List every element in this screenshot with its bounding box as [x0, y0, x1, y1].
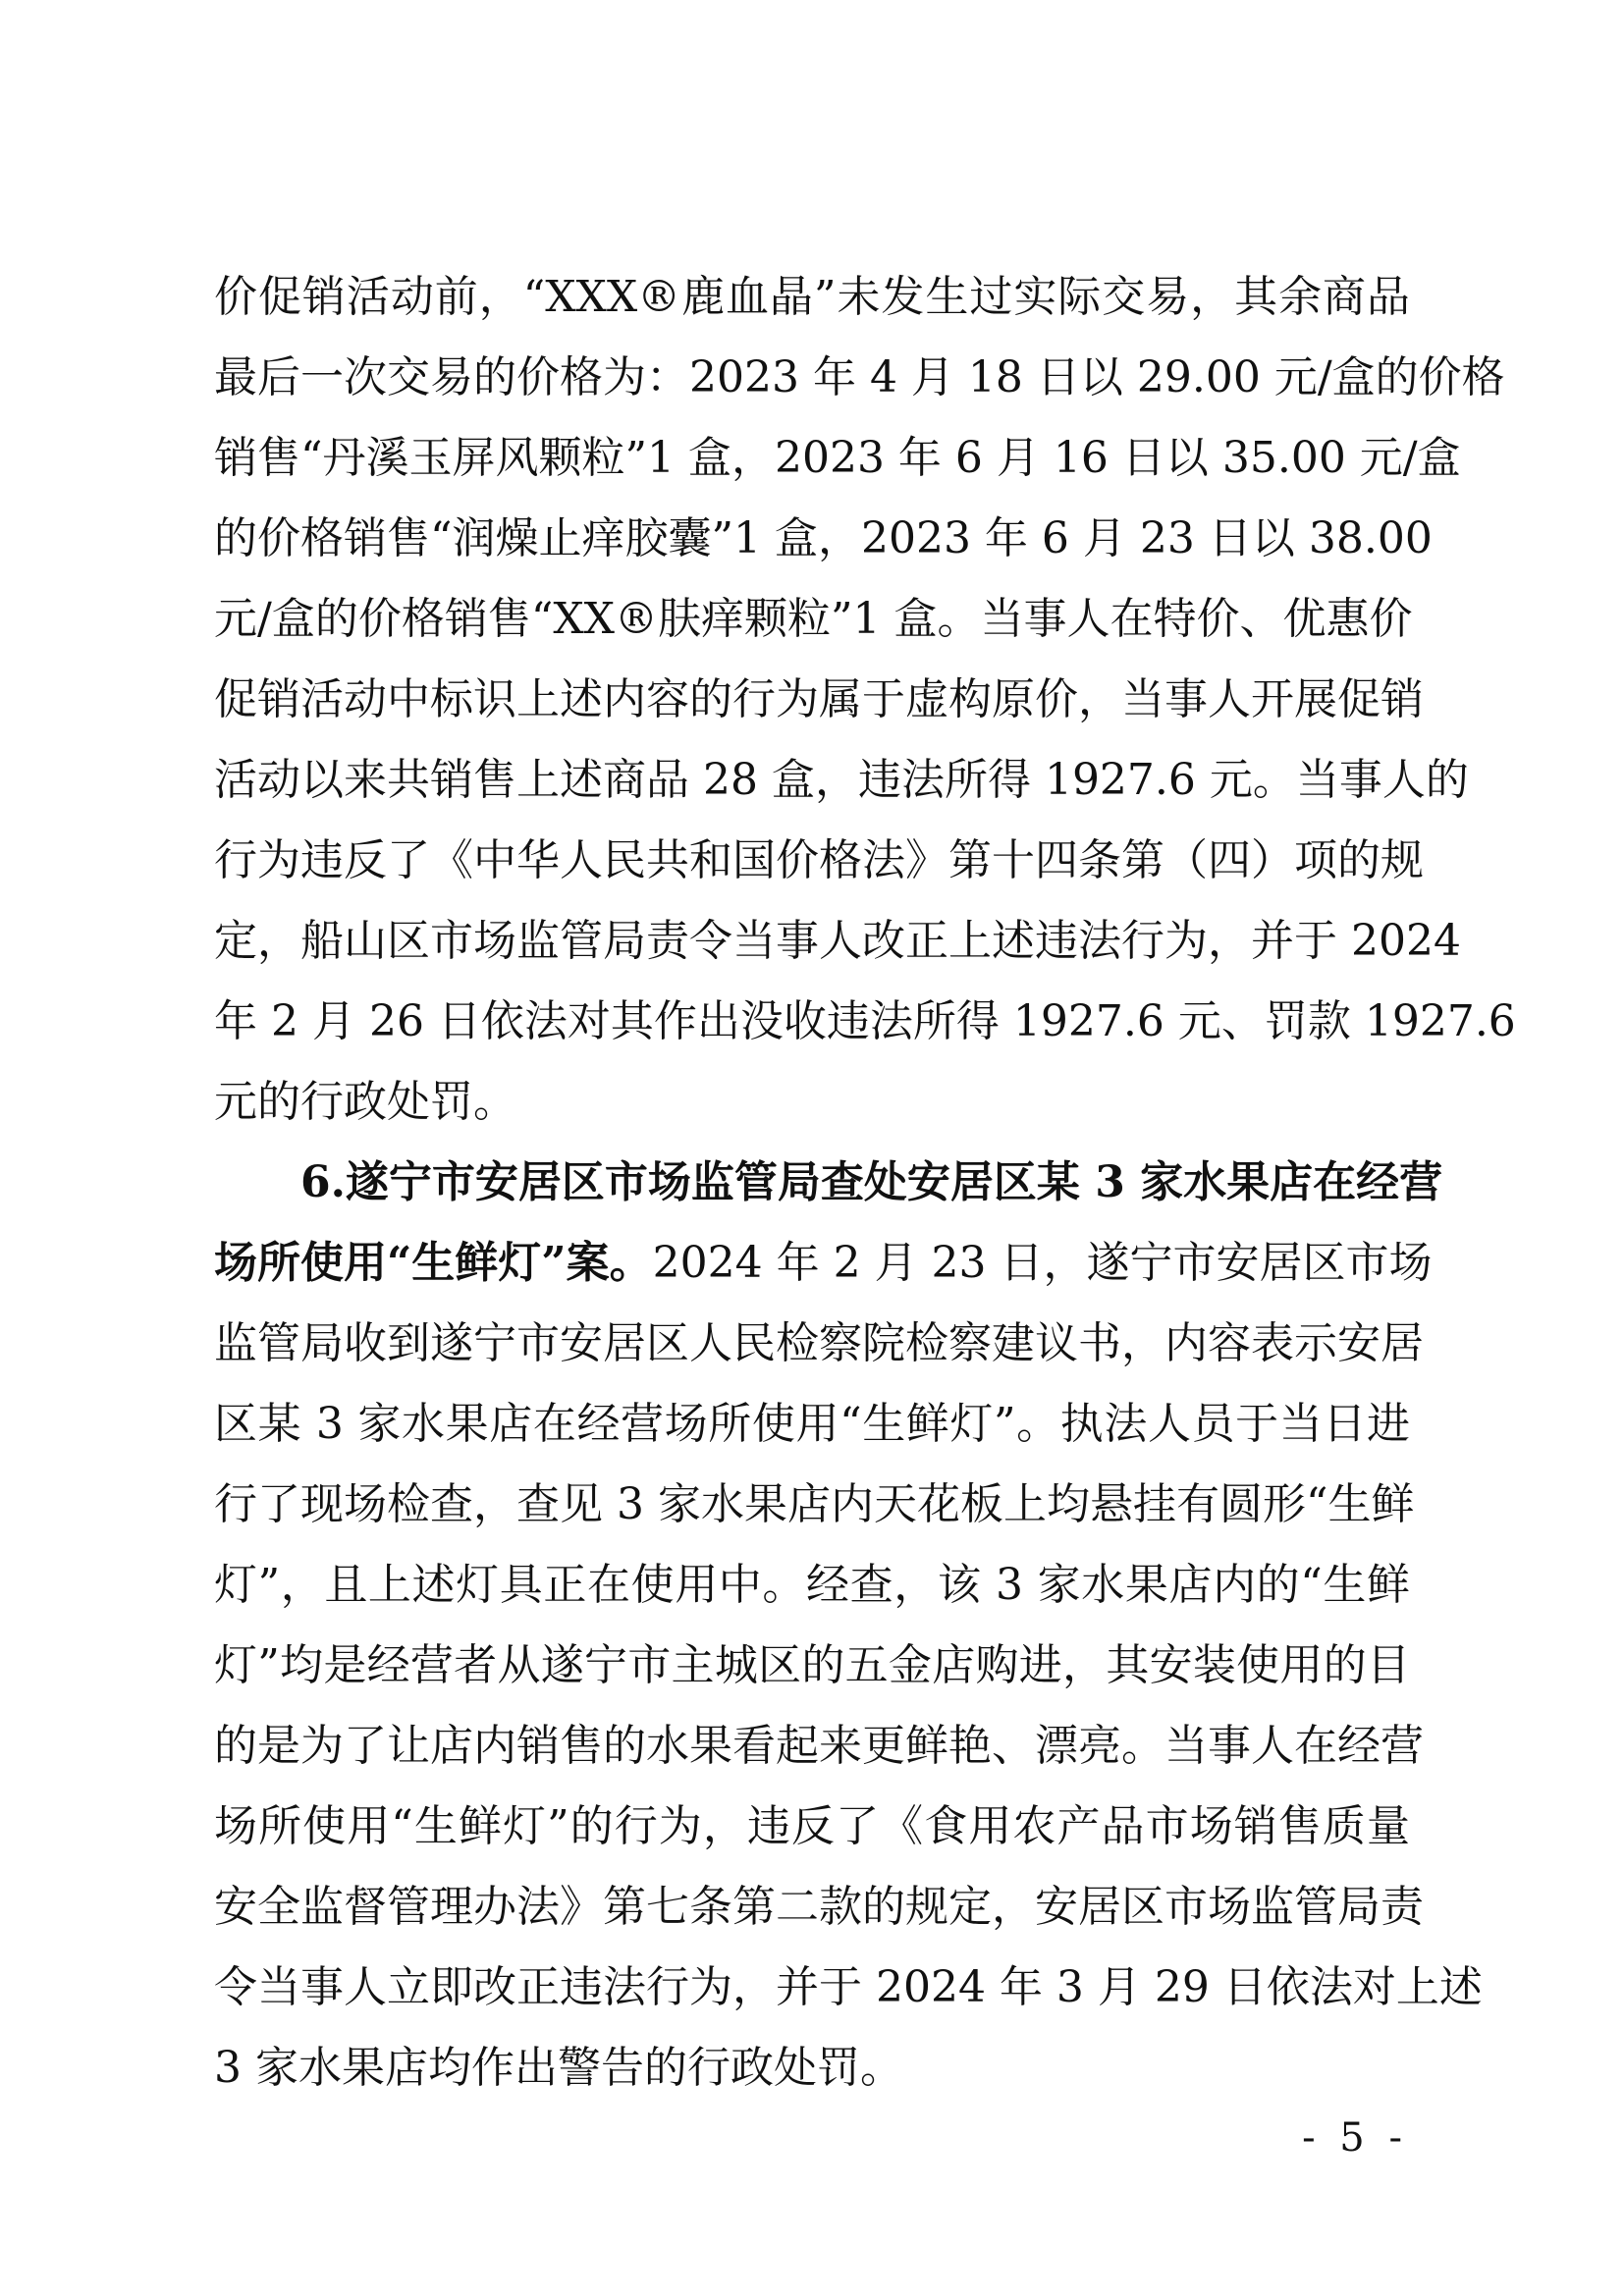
- paragraph-line: 令当事人立即改正违法行为，并于 2024 年 3 月 29 日依法对上述: [214, 1962, 1483, 2012]
- paragraph-line: 灯”均是经营者从遂宁市主城区的五金店购进，其安装使用的目: [214, 1640, 1410, 1690]
- paragraph-line: 元的行政处罚。: [214, 1077, 516, 1127]
- case-heading: 6.遂宁市安居区市场监管局查处安居区某 3 家水果店在经营: [300, 1157, 1443, 1207]
- paragraph-line: 的是为了让店内销售的水果看起来更鲜艳、漂亮。当事人在经营: [214, 1721, 1424, 1771]
- paragraph-line: [214, 1223, 1433, 1304]
- paragraph-line: 价促销活动前，“XXX®鹿血晶”未发生过实际交易，其余商品: [214, 272, 1410, 322]
- paragraph-line: 行为违反了《中华人民共和国价格法》第十四条第（四）项的规: [214, 835, 1424, 885]
- page-number: - 5 -: [1302, 2115, 1408, 2161]
- paragraph-line: 安全监督管理办法》第七条第二款的规定，安居区市场监管局责: [214, 1882, 1424, 1932]
- case-text-start: 2024 年 2 月 23 日，遂宁市安居区市场: [652, 1238, 1433, 1288]
- case-heading-end: 场所使用“生鲜灯”案。: [214, 1238, 653, 1288]
- paragraph-line: 年 2 月 26 日依法对其作出没收违法所得 1927.6 元、罚款 1927.6: [214, 996, 1516, 1046]
- paragraph-line: 活动以来共销售上述商品 28 盒，违法所得 1927.6 元。当事人的: [214, 755, 1469, 805]
- paragraph-line: 灯”，且上述灯具正在使用中。经查，该 3 家水果店内的“生鲜: [214, 1560, 1410, 1610]
- paragraph-line: 定，船山区市场监管局责令当事人改正上述违法行为，并于 2024: [214, 916, 1461, 966]
- paragraph-line: 销售“丹溪玉屏风颗粒”1 盒，2023 年 6 月 16 日以 35.00 元/盒: [214, 433, 1461, 483]
- paragraph-line: 场所使用“生鲜灯”的行为，违反了《食用农产品市场销售质量: [214, 1801, 1410, 1851]
- paragraph-line: 监管局收到遂宁市安居区人民检察院检察建议书，内容表示安居: [214, 1318, 1424, 1368]
- paragraph-line: 3 家水果店均作出警告的行政处罚。: [214, 2043, 903, 2093]
- paragraph-line: 区某 3 家水果店在经营场所使用“生鲜灯”。执法人员于当日进: [214, 1399, 1410, 1449]
- paragraph-line: 的价格销售“润燥止痒胶囊”1 盒，2023 年 6 月 23 日以 38.00: [214, 513, 1433, 563]
- paragraph-line: 元/盒的价格销售“XX®肤痒颗粒”1 盒。当事人在特价、优惠价: [214, 594, 1413, 644]
- paragraph-line: 最后一次交易的价格为：2023 年 4 月 18 日以 29.00 元/盒的价格: [214, 352, 1505, 402]
- body-text: [214, 257, 1516, 2109]
- paragraph-line: 行了现场检查，查见 3 家水果店内天花板上均悬挂有圆形“生鲜: [214, 1479, 1415, 1529]
- paragraph-line: 促销活动中标识上述内容的行为属于虚构原价，当事人开展促销: [214, 674, 1424, 724]
